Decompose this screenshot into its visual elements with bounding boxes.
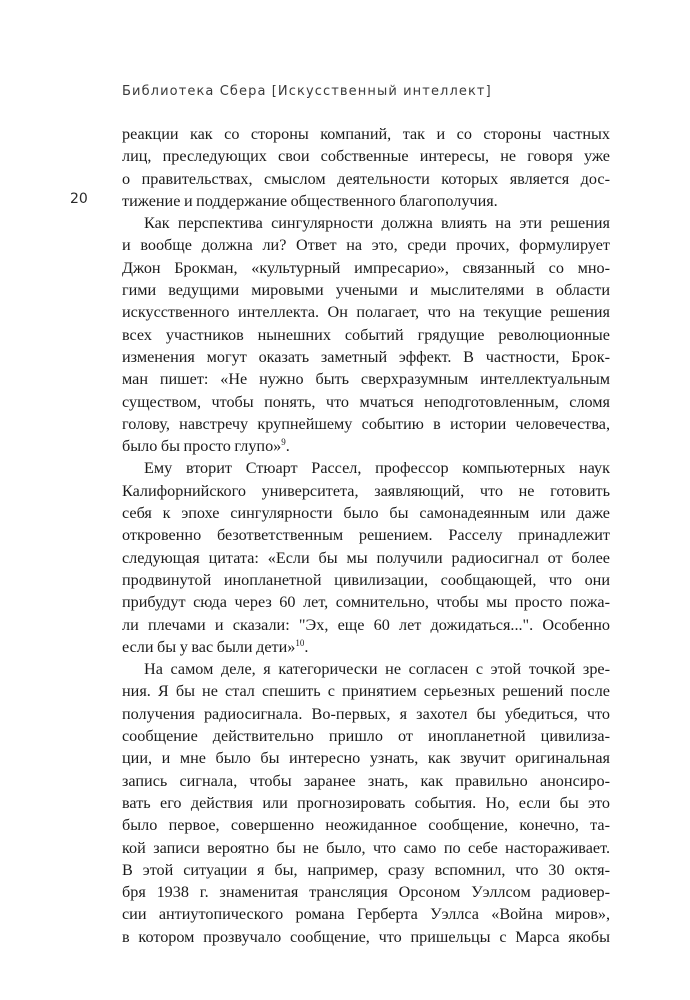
text-line: и вообще должна ли? Ответ на это, среди прочих, формулирует: [122, 236, 610, 255]
footnote-marker: 10: [295, 637, 305, 648]
text-line: тижение и поддержание общественного благополучия.: [122, 191, 498, 210]
text-line: ли плечами и сказали: "Эх, еще 60 лет дожидаться...". Особенно: [122, 615, 610, 634]
text-line: если бы у вас были дети»$^{10}$.: [122, 637, 309, 656]
text-line: в котором прозвучало сообщение, что пришельцы с Марса якобы: [122, 927, 610, 946]
text-line: изменения могут оказать заметный эффект. В частности, Брок-: [122, 347, 610, 366]
text-line: ман пишет: «Не нужно быть сверхразумным интеллектуальным: [122, 370, 610, 389]
text-line: Как перспектива сингулярности должна влиять на эти решения: [144, 214, 610, 233]
text-line: было бы просто глупо»$^9$.: [122, 437, 290, 456]
text-line: Джон Брокман, «культурный импресарио», связанный со мно-: [122, 258, 610, 277]
text-line: кой записи вероятно бы не было, что само по себе настораживает.: [122, 838, 610, 857]
text-line: прибудут сюда через 60 лет, сомнительно, чтобы мы просто пожа-: [122, 593, 610, 612]
page-number: 20: [70, 191, 88, 207]
text-line: искусственного интеллекта. Он полагает, что на текущие решения: [122, 303, 610, 322]
line-text: если бы у вас были дети»: [122, 637, 296, 656]
text-line: гими ведущими мировыми учеными и мыслителями в области: [122, 281, 610, 300]
text-line: ции, и мне было бы интересно узнать, как звучит оригинальная: [122, 749, 610, 768]
text-line: запись сигнала, чтобы заранее знать, как правильно анонсиро-: [122, 771, 610, 790]
body-text: [122, 123, 610, 948]
text-line: вать его действия или прогнозировать события. Но, если бы это: [122, 793, 610, 812]
text-line: всех участников нынешних событий грядущие революционные: [122, 325, 610, 344]
text-line: себя к эпохе сингулярности было бы самонадеянным или даже: [122, 504, 610, 523]
text-line: получения радиосигнала. Во-первых, я захотел бы убедиться, что: [122, 704, 610, 723]
text-line: Калифорнийского университета, заявляющий, что не готовить: [122, 481, 610, 500]
text-line: следующая цитата: «Если бы мы получили радиосигнал от более: [122, 548, 610, 567]
text-line: На самом деле, я категорически не согласен с этой точкой зре-: [144, 660, 610, 679]
text-line: ния. Я бы не стал спешить с принятием серьезных решений после: [122, 682, 610, 701]
text-line: продвинутой инопланетной цивилизации, сообщающей, что они: [122, 570, 610, 589]
text-line: сии антиутопического романа Герберта Уэллса «Война миров»,: [122, 905, 610, 924]
text-line: бря 1938 г. знаменитая трансляция Орсоном Уэллсом радиовер-: [122, 883, 610, 902]
text-line: лиц, преследующих свои собственные интересы, не говоря уже: [122, 147, 610, 166]
text-line: существом, чтобы понять, что мчаться неподготовленным, сломя: [122, 392, 610, 411]
text-line: сообщение действительно пришло от инопланетной цивилиза-: [122, 727, 610, 746]
text-line: реакции как со стороны компаний, так и со стороны частных: [122, 125, 610, 143]
text-line: было первое, совершенно неожиданное сообщение, конечно, та-: [122, 816, 610, 835]
text-line: В этой ситуации я бы, например, сразу вспомнил, что 30 октя-: [122, 860, 610, 879]
text-line: голову, навстречу крупнейшему событию в истории человечества,: [122, 414, 610, 433]
text-line: Ему вторит Стюарт Рассел, профессор компьютерных наук: [144, 459, 610, 478]
text-line: откровенно безответственным решением. Расселу принадлежит: [122, 526, 610, 545]
text-line: о правительствах, смыслом деятельности которых является дос-: [122, 169, 610, 188]
line-text: было бы просто глупо»: [122, 437, 282, 456]
footnote-marker: 9: [281, 437, 286, 448]
running-header: Библиотека Сбера [Искусственный интеллект]: [122, 84, 492, 99]
